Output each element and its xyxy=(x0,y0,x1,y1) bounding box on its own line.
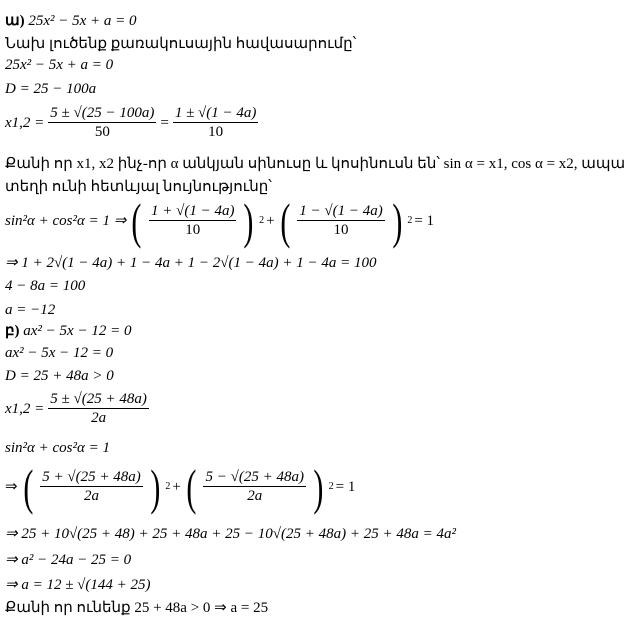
part-b-equation-repeat: ax² − 5x − 12 = 0 xyxy=(5,345,114,361)
identity-fraction-2: $\frac{5 - √(25 + 48a)}{2a}$ xyxy=(205,469,304,504)
identity-fraction-1: $\frac{5 + √(25 + 48a)}{2a}$ xyxy=(42,469,141,504)
part-b-identity-expanded: ⇒ ( $\frac{5 + √(25 + 48a)}{2a}$ ) 2 + ( $\frac{5 - √(25 + 48a)}{2a}$ ) 2 = 1 xyxy=(5,459,356,515)
part-b-quadratic: ⇒ a² − 24a − 25 = 0 xyxy=(5,552,132,568)
part-b-expansion: ⇒ 25 + 10√(25 + 48) + 25 + 48a + 25 − 10√(25 + 48a) + 25 + 48a = 4a² xyxy=(5,526,456,542)
part-b-identity: sin²α + cos²α = 1 xyxy=(5,440,110,456)
roots-fraction: $\frac{5 \pm √(25 + 48a)}{2a}$ xyxy=(50,391,147,426)
part-a-discriminant: D = 25 − 100a xyxy=(5,81,97,97)
roots-lhs: x1,2 = xyxy=(5,114,45,131)
part-a-intro: Նախ լուծենք քառակուսային հավասարումը՝ xyxy=(5,36,357,52)
identity-fraction-2: $\frac{1 - √(1 - 4a)}{10}$ xyxy=(299,203,383,238)
part-a-equation-repeat: 25x² − 5x + a = 0 xyxy=(5,57,114,73)
part-b-equation: ax² − 5x − 12 = 0 xyxy=(23,323,132,339)
part-a-equation: 25x² − 5x + a = 0 xyxy=(28,13,137,29)
part-a-identity: sin²α + cos²α = 1 ⇒ ( $\frac{1 + √(1 - 4a)}{10}$ ) 2 + ( $\frac{1 - √(1 - 4a)}{10}$ ) 2 = 1 xyxy=(5,193,435,249)
part-b-solution: ⇒ a = 12 ± √(144 + 25) xyxy=(5,577,151,593)
part-b-discriminant: D = 25 + 48a > 0 xyxy=(5,368,114,384)
part-a-label: ա) xyxy=(5,13,25,29)
part-a-simplified: 4 − 8a = 100 xyxy=(5,278,86,294)
part-a-since-line-1: Քանի որ x1, x2 ինչ-որ α անկյան սինուսը և կոսինուսն են՝ sin α = x1, cos α = x2, ապա xyxy=(5,156,626,172)
part-a-roots: x1,2 = $\frac{5 \pm √(25 - 100a)}{50}$ = $\frac{1 \pm √(1 - 4a)}{10}$ xyxy=(5,105,257,140)
part-a-heading xyxy=(5,14,137,29)
roots-fraction-1: $\frac{5 \pm √(25 - 100a)}{50}$ xyxy=(50,105,155,140)
roots-fraction-2: $\frac{1 \pm √(1 - 4a)}{10}$ xyxy=(174,105,257,140)
part-b-heading xyxy=(5,324,131,339)
part-b-label: բ) xyxy=(5,323,20,339)
part-a-expansion: ⇒ 1 + 2√(1 − 4a) + 1 − 4a + 1 − 2√(1 − 4a) + 1 − 4a = 100 xyxy=(5,255,377,271)
identity-fraction-1: $\frac{1 + √(1 - 4a)}{10}$ xyxy=(150,203,235,238)
part-b-conclusion: Քանի որ ունենք 25 + 48a > 0 ⇒ a = 25 xyxy=(5,600,269,616)
part-b-roots: x1,2 = $\frac{5 \pm √(25 + 48a)}{2a}$ xyxy=(5,391,147,426)
part-a-since-line-2: տեղի ունի հետևյալ նույնությունը՝ xyxy=(5,179,272,195)
part-a-result: a = −12 xyxy=(5,302,56,318)
